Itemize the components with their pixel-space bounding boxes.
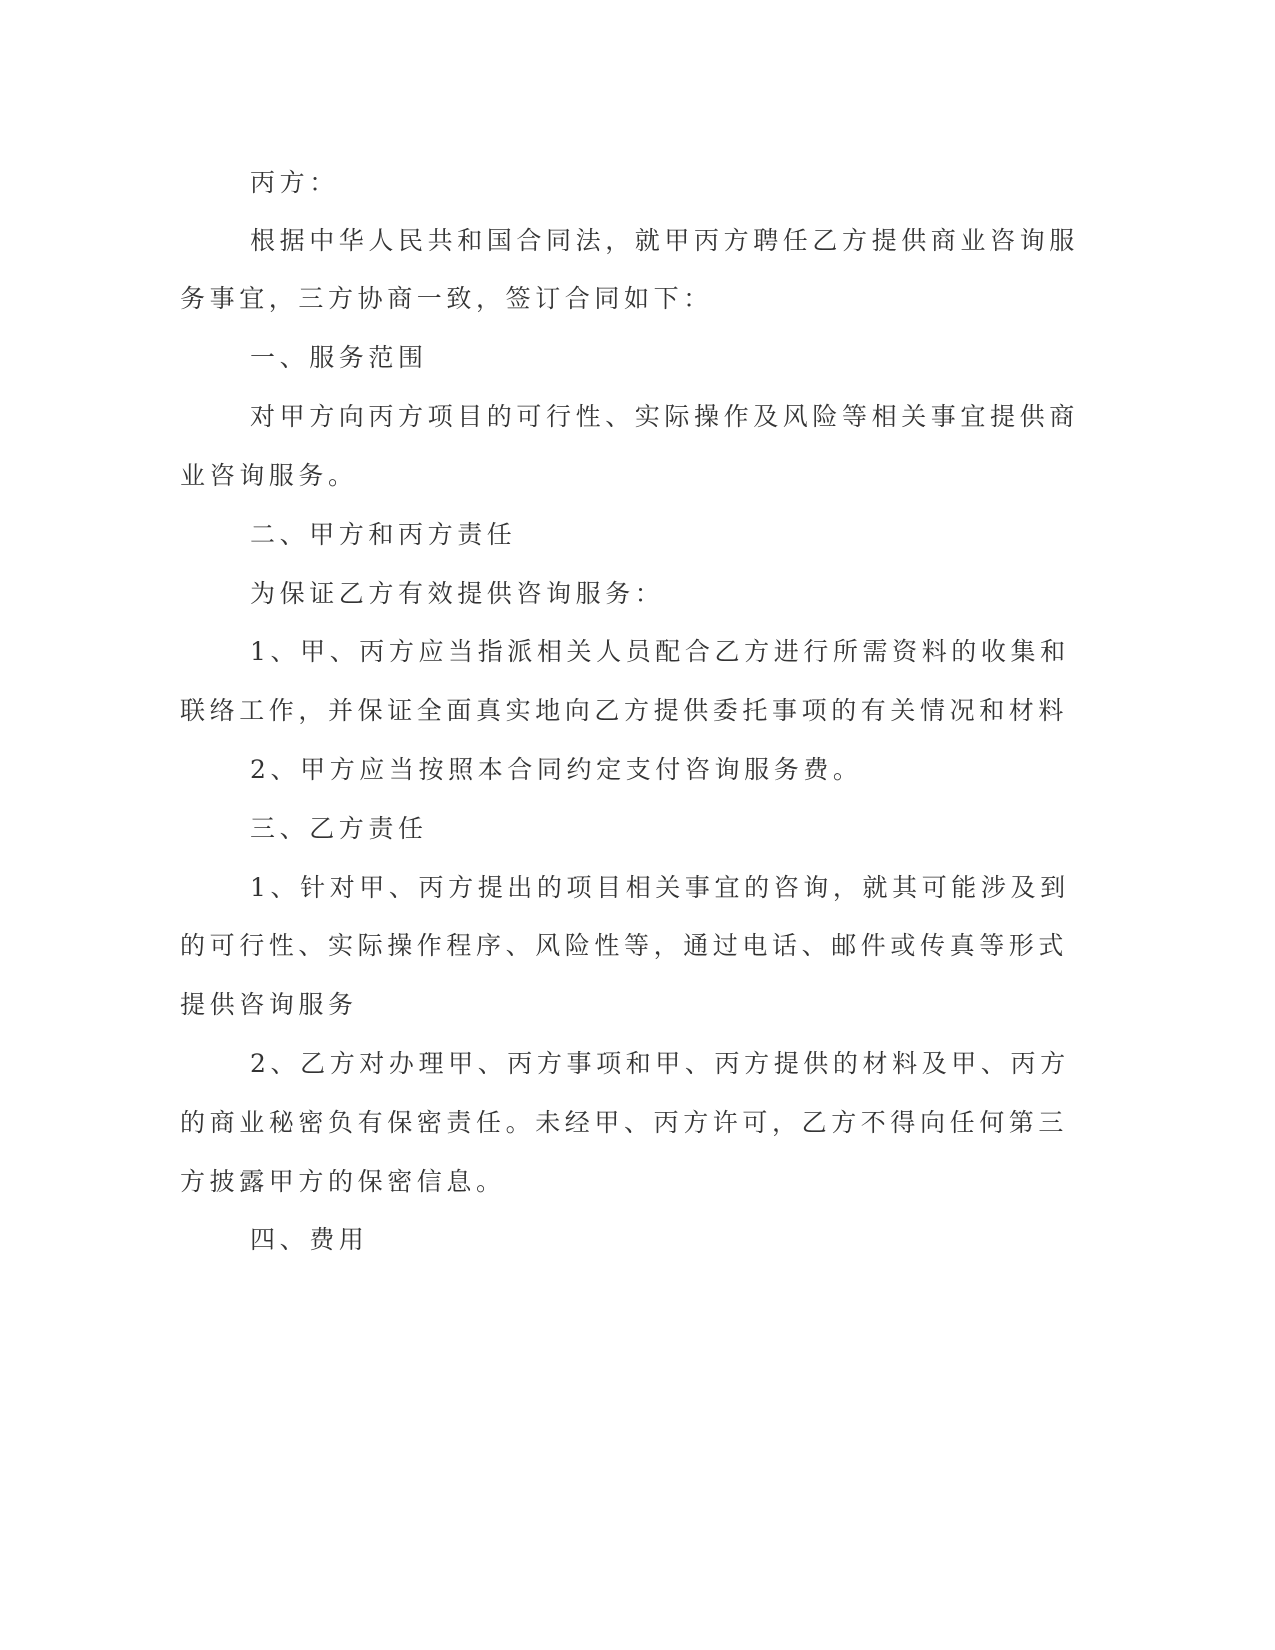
section-3-item-1-line-1: 1、针对甲、丙方提出的项目相关事宜的咨询，就其可能涉及到 — [250, 873, 1070, 902]
section-heading-4: 四、费用 — [250, 1225, 369, 1254]
preamble-line-2: 务事宜，三方协商一致，签订合同如下： — [180, 284, 713, 313]
section-heading-2: 二、甲方和丙方责任 — [250, 520, 517, 549]
section-3-item-1-line-3: 提供咨询服务 — [180, 990, 358, 1019]
section-heading-1: 一、服务范围 — [250, 343, 428, 372]
section-2-intro: 为保证乙方有效提供咨询服务： — [250, 579, 665, 608]
section-2-item-1-line-2: 联络工作，并保证全面真实地向乙方提供委托事项的有关情况和材料 — [180, 696, 1069, 725]
section-3-item-1-line-2: 的可行性、实际操作程序、风险性等，通过电话、邮件或传真等形式 — [180, 931, 1069, 960]
section-3-item-2-line-2: 的商业秘密负有保密责任。未经甲、丙方许可，乙方不得向任何第三 — [180, 1108, 1069, 1137]
section-2-item-2: 2、甲方应当按照本合同约定支付咨询服务费。 — [250, 755, 863, 784]
section-2-item-1-line-1: 1、甲、丙方应当指派相关人员配合乙方进行所需资料的收集和 — [250, 637, 1070, 666]
section-3-item-2-line-3: 方披露甲方的保密信息。 — [180, 1167, 506, 1196]
section-3-item-2-line-1: 2、乙方对办理甲、丙方事项和甲、丙方提供的材料及甲、丙方 — [250, 1049, 1070, 1078]
party-c-label: 丙方： — [250, 168, 339, 197]
preamble-line-1: 根据中华人民共和国合同法，就甲丙方聘任乙方提供商业咨询服 — [250, 226, 1079, 255]
section-heading-3: 三、乙方责任 — [250, 814, 428, 843]
section-1-text-line-2: 业咨询服务。 — [180, 461, 358, 490]
section-1-text-line-1: 对甲方向丙方项目的可行性、实际操作及风险等相关事宜提供商 — [250, 402, 1079, 431]
